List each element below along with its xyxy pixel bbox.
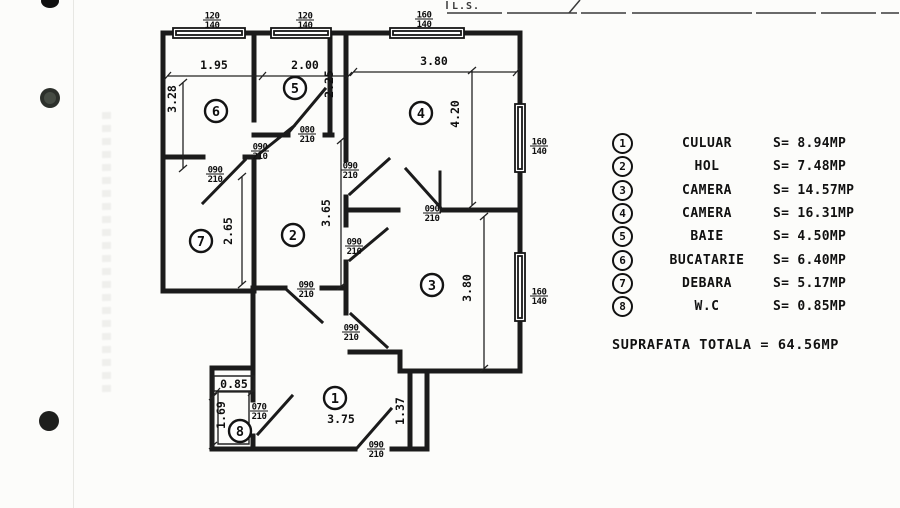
door-size-label <box>297 281 315 301</box>
room-number-badge: 3 <box>612 180 633 201</box>
door-size-label <box>250 403 268 423</box>
stamp-ls-label: L.S. <box>452 1 481 12</box>
room-number-badge: 8 <box>612 296 633 317</box>
door-size-top: 090 <box>298 280 314 291</box>
window-size-bottom: 140 <box>416 20 432 30</box>
window-size-bottom: 140 <box>531 147 547 157</box>
dimension-label: 0.85 <box>220 377 248 391</box>
room-name: BUCATARIE <box>669 252 745 268</box>
room-name: W.C <box>694 299 720 315</box>
window-size-top: 160 <box>531 287 547 298</box>
room-name: CAMERA <box>682 206 732 222</box>
door-size-top: 090 <box>368 440 384 451</box>
legend-row <box>612 155 888 178</box>
room-marker-2 <box>282 224 304 246</box>
dimension-label: 3.75 <box>327 412 355 426</box>
door-size-label <box>423 205 441 225</box>
room-area: S= 0.85MP <box>773 299 847 315</box>
door-size-label <box>342 324 360 344</box>
room-marker-number: 1 <box>330 391 340 408</box>
door-size-label <box>341 162 359 182</box>
door-size-label <box>298 126 316 146</box>
window-size-top: 160 <box>416 10 432 21</box>
window-size-top: 120 <box>297 11 313 22</box>
room-number-badge: 1 <box>612 133 633 154</box>
dimension-label: 1.69 <box>214 401 228 429</box>
door-size-label <box>345 238 363 258</box>
room-area: S= 16.31MP <box>773 206 855 222</box>
window-size-bottom: 140 <box>204 21 220 31</box>
room-marker-number: 8 <box>235 424 245 441</box>
room-marker-number: 7 <box>196 234 206 251</box>
legend-row <box>612 225 888 248</box>
dimension-label: 2.25 <box>322 70 336 98</box>
window-size-top: 120 <box>204 11 220 22</box>
room-marker-5 <box>284 77 306 99</box>
room-marker-3 <box>421 274 443 296</box>
punch-hole-top-corner <box>41 0 59 8</box>
window-room4-right <box>515 104 525 172</box>
room-number-badge: 6 <box>612 250 633 271</box>
room-name: CULUAR <box>682 136 732 152</box>
room-name: HOL <box>694 159 720 175</box>
room-marker-7 <box>190 230 212 252</box>
dimension-label: 1.37 <box>393 397 407 425</box>
door-size-bottom: 210 <box>346 247 362 257</box>
dimension-label: 1.95 <box>200 58 228 72</box>
room-name: CAMERA <box>682 182 732 198</box>
door-size-bottom: 210 <box>251 412 267 422</box>
dimension-label: 2.00 <box>291 58 319 72</box>
window-size-bottom: 140 <box>297 21 313 31</box>
door-size-top: 090 <box>424 204 440 215</box>
room-name: DEBARA <box>682 275 732 291</box>
door-size-top: 090 <box>252 142 268 153</box>
window-size-top: 160 <box>531 137 547 148</box>
room-number-badge: 7 <box>612 273 633 294</box>
window-size-bottom: 140 <box>531 297 547 307</box>
stamp-slash <box>569 0 580 13</box>
room-marker-1 <box>324 387 346 409</box>
legend-row <box>612 248 888 271</box>
door-size-bottom: 210 <box>424 214 440 224</box>
room-marker-8 <box>229 420 251 442</box>
punch-hole-2 <box>39 411 59 431</box>
room-area: S= 8.94MP <box>773 136 847 152</box>
room-marker-number: 2 <box>288 228 298 245</box>
door-size-bottom: 210 <box>207 175 223 185</box>
punch-hole-1-core <box>44 92 56 104</box>
total-area-label: SUPRAFATA TOTALA = 64.56MP <box>612 337 839 353</box>
door-size-top: 090 <box>343 323 359 334</box>
room-area: S= 6.40MP <box>773 252 847 268</box>
window-size-label <box>530 138 548 158</box>
room-area: S= 7.48MP <box>773 159 847 175</box>
door-size-top: 090 <box>346 237 362 248</box>
legend-row <box>612 272 888 295</box>
door-size-label <box>367 441 385 461</box>
door-size-top: 070 <box>251 402 267 413</box>
door-size-bottom: 210 <box>342 171 358 181</box>
room-marker-6 <box>205 100 227 122</box>
room-marker-number: 4 <box>416 106 426 123</box>
dimension-label: 4.20 <box>448 100 462 128</box>
room-marker-number: 5 <box>290 81 300 98</box>
door-size-bottom: 210 <box>343 333 359 343</box>
room-marker-4 <box>410 102 432 124</box>
legend <box>612 132 888 318</box>
room-marker-number: 3 <box>427 278 437 295</box>
door-size-bottom: 210 <box>298 290 314 300</box>
room-area: S= 5.17MP <box>773 275 847 291</box>
scan-artifacts <box>39 0 60 431</box>
stamp-area <box>447 0 899 13</box>
dimension-label: 3.80 <box>460 274 474 302</box>
door-size-label <box>251 143 269 163</box>
door-size-bottom: 210 <box>299 135 315 145</box>
window-size-label <box>203 12 221 32</box>
door-size-top: 080 <box>299 125 315 136</box>
legend-row <box>612 132 888 155</box>
door-size-label <box>206 166 224 186</box>
room-number-badge: 2 <box>612 156 633 177</box>
window-size-label <box>530 288 548 308</box>
legend-row <box>612 179 888 202</box>
door-size-top: 090 <box>342 161 358 172</box>
room-number-badge: 5 <box>612 226 633 247</box>
dimension-label: 3.80 <box>420 54 448 68</box>
door-size-bottom: 210 <box>368 450 384 460</box>
room-marker-number: 6 <box>211 104 221 121</box>
legend-row <box>612 295 888 318</box>
window-size-label <box>415 11 433 31</box>
door-leaf-lines <box>203 89 440 448</box>
dimension-label: 3.65 <box>319 199 333 227</box>
legend-row <box>612 202 888 225</box>
dimension-label: 2.65 <box>221 217 235 245</box>
room-number-badge: 4 <box>612 203 633 224</box>
window-size-label <box>296 12 314 32</box>
room-name: BAIE <box>690 229 724 245</box>
door-size-top: 090 <box>207 165 223 176</box>
door-size-bottom: 210 <box>252 152 268 162</box>
door-leaves <box>203 89 440 448</box>
window-room3-right <box>515 253 525 321</box>
dimension-label: 3.28 <box>165 85 179 113</box>
room-area: S= 4.50MP <box>773 229 847 245</box>
room-area: S= 14.57MP <box>773 182 855 198</box>
